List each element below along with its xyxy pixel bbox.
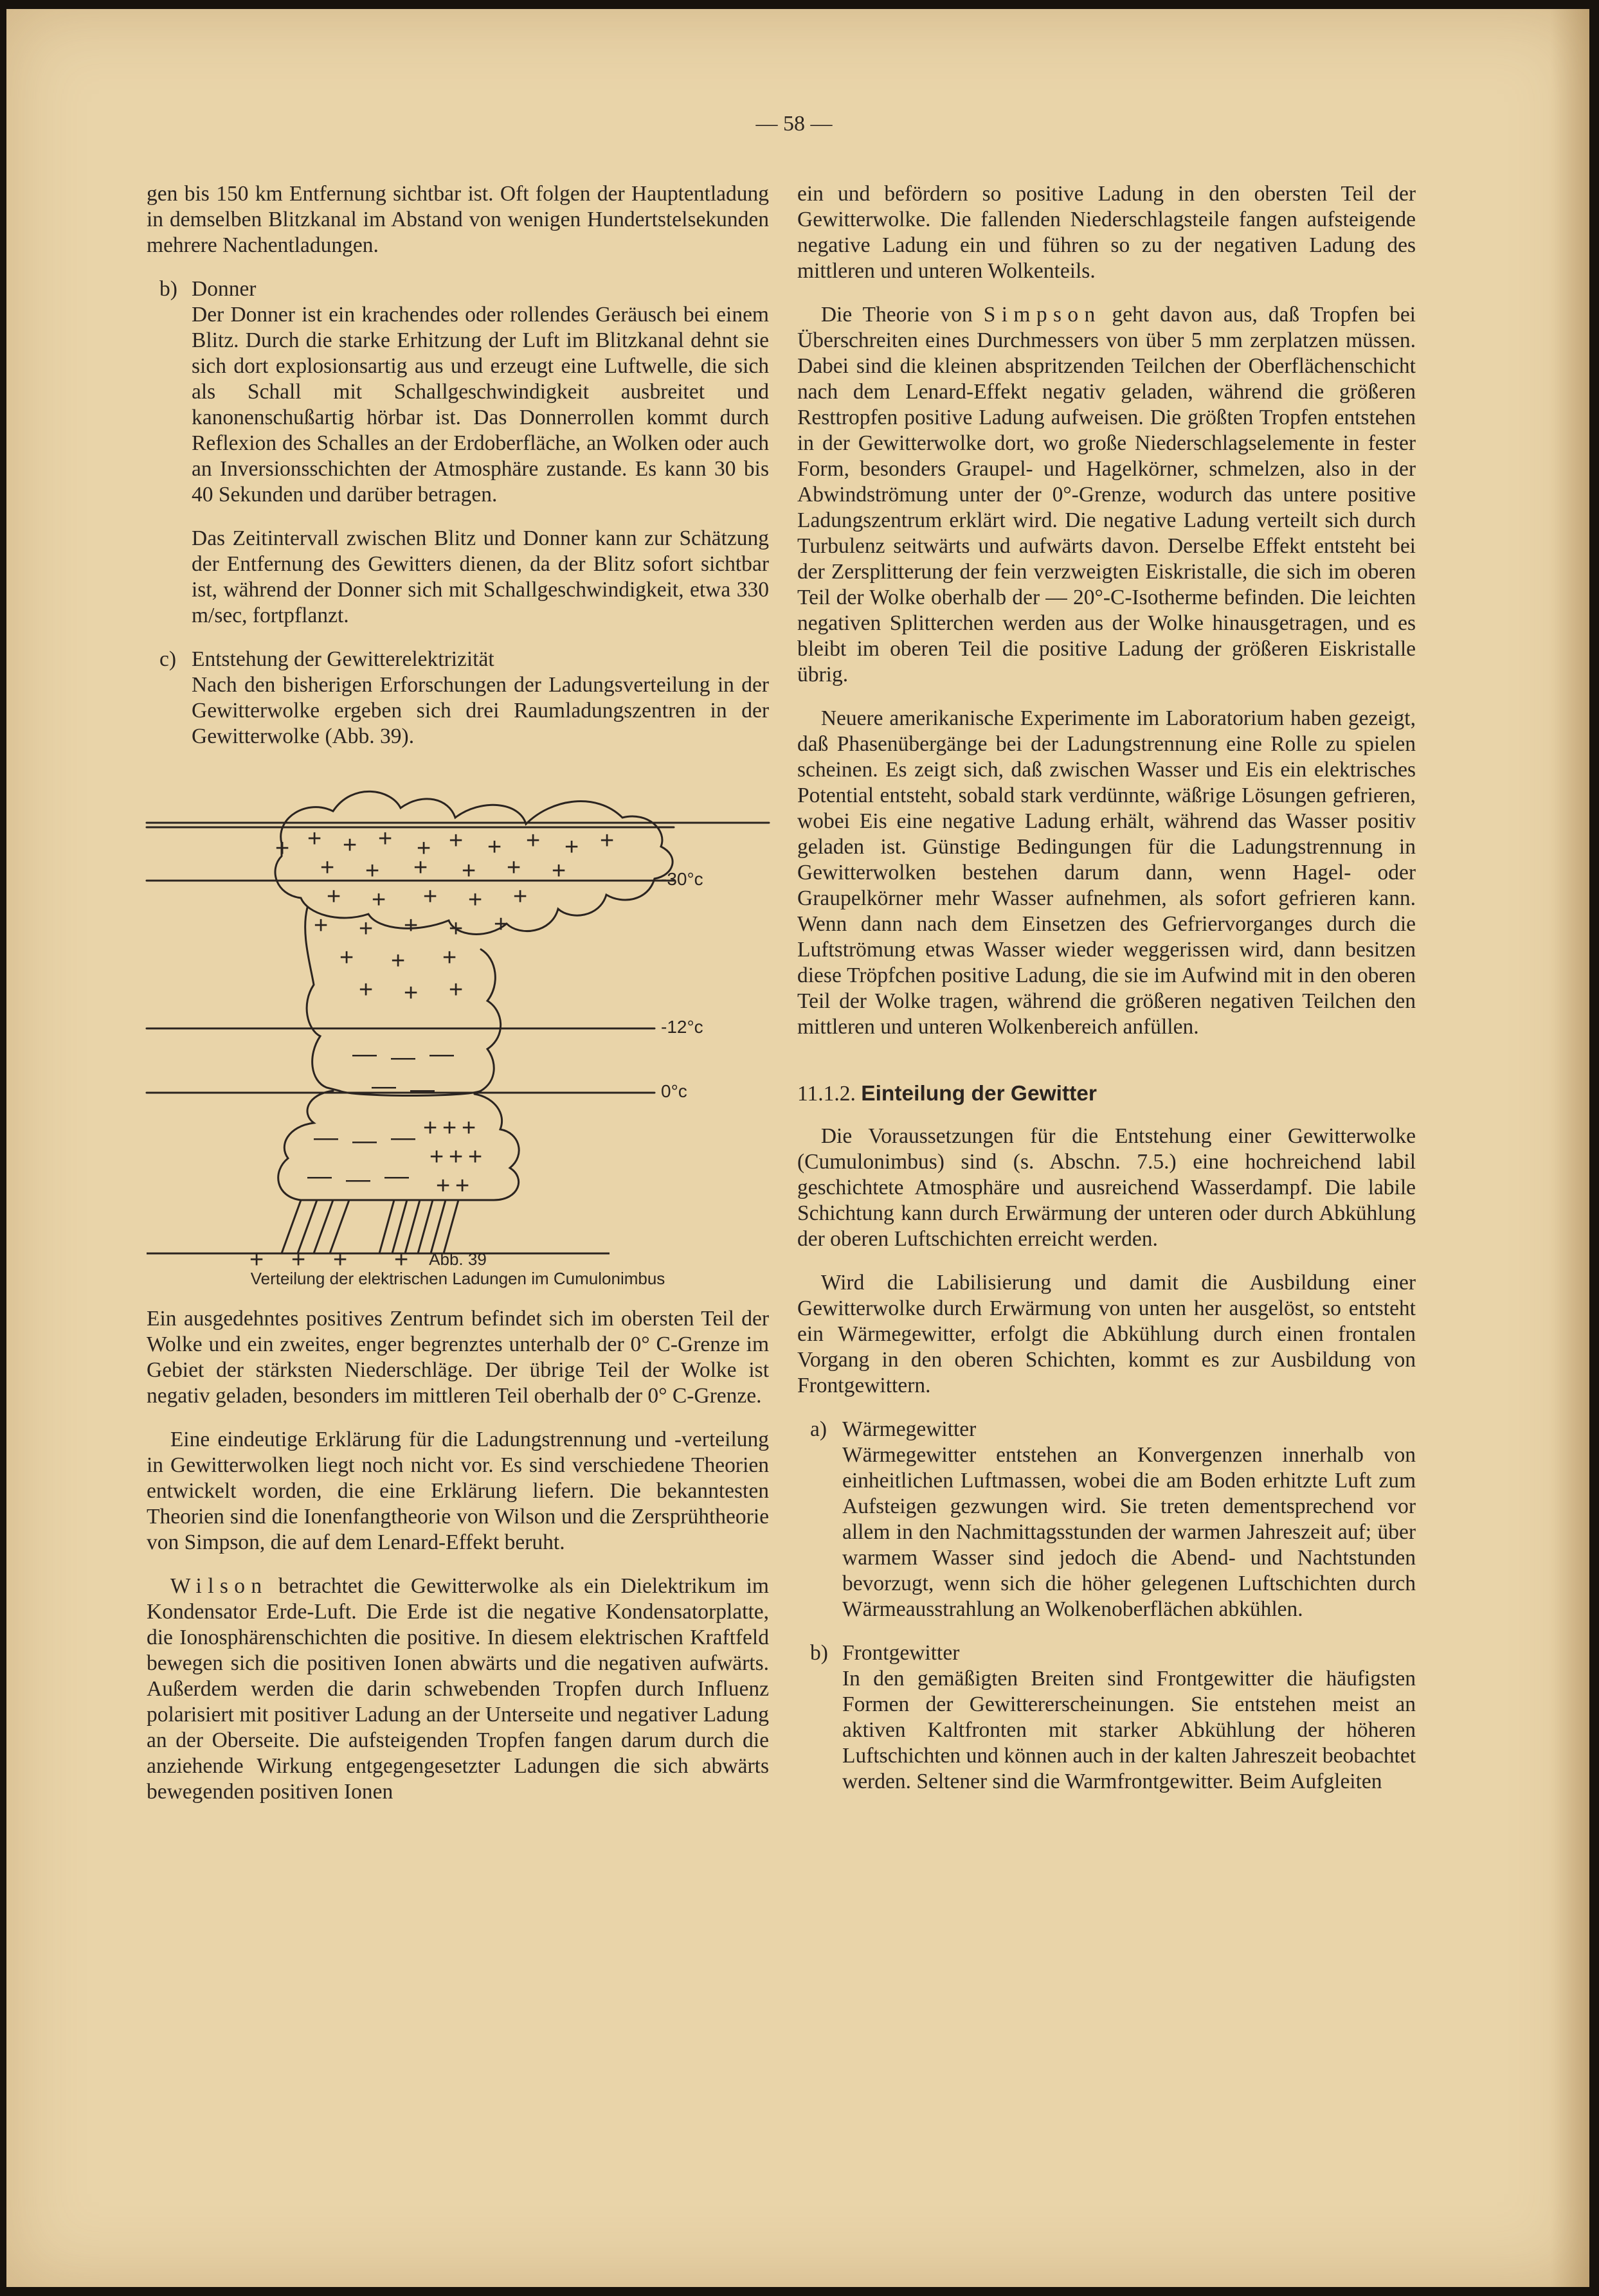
paragraph: Das Zeitintervall zwischen Blitz und Donner kann zur Schätzung der Entfernung des Gewitters dienen, da der Blitz sofort sichtbar ist, während der Donner sich mit Schallgeschwindigkeit, etwa 330 m/sec, fortpflanzt. — [192, 526, 769, 627]
svg-text:—: — — [346, 1166, 370, 1193]
svg-text:+: + — [359, 976, 374, 1003]
figure-abb-39 — [147, 773, 769, 1288]
page-number: — 58 — — [755, 112, 833, 136]
svg-text:—: — — [410, 1076, 435, 1103]
paragraph: Wärmegewitter entstehen an Konvergenzen innerhalb von einheitlichen Luftmassen, wobei die am Boden erhitzte Luft zum Aufsteigen gezwungen wird. Sie treten dementsprechend vor allem in den Nachmittagsstunden der warmen Jahreszeit auf; über warmem Wasser sind jedoch die Abend- und Nachtstunden bevorzugt, wenn sich die höher gelegenen Luftschichten durch Wärmeausstrahlung an Wolkenoberflächen abkühlen. — [842, 1443, 1416, 1621]
svg-text:+: + — [343, 832, 357, 859]
svg-text:—: — — [314, 1124, 338, 1151]
svg-text:+: + — [449, 1144, 464, 1170]
list-marker: b) — [159, 277, 177, 301]
svg-text:—: — — [307, 1163, 332, 1190]
svg-text:+: + — [462, 1115, 476, 1142]
name-wilson: Wilson — [170, 1574, 268, 1598]
svg-text:—: — — [429, 1041, 454, 1068]
page-edge-shadow — [1551, 9, 1589, 2287]
paragraph: ein und befördern so positive Ladung in den obersten Teil der Gewitterwolke. Die fallenden Niederschlagsteile fangen aufsteigende negative Ladung ein und führen so zu der negativen Ladung des mittleren und unteren Wolkenteils. — [797, 182, 1416, 283]
svg-text:—: — — [372, 1073, 396, 1100]
list-label: Wärmegewitter — [842, 1417, 977, 1441]
paragraph-wilson — [147, 1574, 769, 1805]
svg-text:+: + — [423, 1115, 438, 1142]
paragraph: Eine eindeutige Erklärung für die Ladungstrennung und -verteilung in Gewitterwolken liegt noch nicht vor. Es sind verschiedene Theorien entwickelt worden, die eine Erklärung liefern. Die bekanntesten Theorien sind die Ionenfangtheorie von Wilson und die Zersprühtheorie von Simpson, die auf dem Lenard-Effekt beruht. — [147, 1428, 769, 1554]
svg-text:+: + — [600, 827, 615, 854]
list-item-donner — [147, 276, 769, 629]
label-minus-30: -30°c — [661, 869, 703, 889]
name-simpson: Simpson — [983, 303, 1101, 327]
svg-text:+: + — [391, 947, 406, 974]
svg-text:+: + — [455, 1172, 470, 1199]
paragraph: Neuere amerikanische Experimente im Laboratorium haben gezeigt, daß Phasenübergänge bei der Ladungstrennung eine Rolle zu spielen scheinen. Es zeigt sich, daß zwischen Wasser und Eis ein elektrisches Potential entsteht, sobald stark verdünnte, wäßrige Lösungen gefrieren, wobei Eis eine negative Ladung erhält, während das Wasser positiv geladen ist. Günstige Bedingungen für die Ladungstrennung in Gewitterwolken bestehen darum dann, wenn Hagel- oder Graupelkörner mehr Wasser aufnehmen, als sofort gefrieren kann. Wenn dann nach dem Einsetzen des Gefriervorganges durch die Luftströmung etwas Wasser wieder weggerissen wird, dann besitzen diese Tröpfchen positive Ladung, die sie im Aufwind mit in den oberen Teil der Wolke tragen, während die größeren negativen Teilchen den mittleren und unteren Wolkenbereich anfüllen. — [797, 706, 1416, 1039]
list-marker: a) — [810, 1417, 827, 1441]
paragraph-text: betrachtet die Gewitterwolke als ein Dielektrikum im Kondensator Erde-Luft. Die Erde ist die negative Kondensatorplatte, die Ionosphärenschichten die positive. In diesem elektrischen Kraftfeld bewegen sich die positiven Ionen abwärts und die negativen aufwärts. Außerdem werden die darin schwebenden Tropfen durch Influenz polarisiert mit positiver Ladung an der Unterseite und negativer Ladung an der Oberseite. Die aufsteigenden Tropfen fangen darum durch die anziehende Wirkung entgegengesetzter Ladungen die sich abwärts bewegenden positiven Ionen — [147, 1574, 769, 1804]
heading-title: Einteilung der Gewitter — [861, 1082, 1097, 1106]
svg-text:+: + — [494, 911, 509, 938]
svg-text:+: + — [442, 944, 457, 971]
svg-text:+: + — [442, 1115, 457, 1142]
svg-text:+: + — [417, 835, 431, 862]
list-marker: b) — [810, 1641, 828, 1665]
scanned-page — [6, 9, 1589, 2287]
svg-text:+: + — [339, 944, 354, 971]
list-item-gewitterelektrizitaet — [147, 647, 769, 749]
list-item-waermegewitter — [797, 1417, 1416, 1622]
svg-text:—: — — [384, 1163, 409, 1190]
paragraph: gen bis 150 km Entfernung sichtbar ist. Oft folgen der Hauptentladung in demselben Blitzkanal im Abstand von wenigen Hundertstelsekunden mehrere Nachentladungen. — [147, 182, 769, 257]
list-label: Donner — [192, 277, 257, 301]
svg-text:+: + — [449, 827, 464, 854]
svg-text:+: + — [307, 825, 322, 852]
paragraph: Der Donner ist ein krachendes oder rollendes Geräusch bei einem Blitz. Durch die starke Erhitzung der Luft im Blitzkanal dehnt sie sich dort explosionsartig aus und erzeugt eine Luftwelle, die sich als Schall mit Schallgeschwindigkeit ausbreitet und kanonenschußartig hörbar ist. Das Donnerrollen kommt durch Reflexion des Schalles an der Erdoberfläche, an Wolken oder auch an Inversionsschichten der Atmosphäre zustande. Es kann 30 bis 40 Sekunden und darüber betragen. — [192, 303, 769, 507]
svg-text:+: + — [436, 1172, 451, 1199]
paragraph-simpson — [797, 302, 1416, 688]
svg-text:+: + — [320, 854, 335, 881]
svg-text:+: + — [378, 825, 393, 852]
svg-text:+: + — [365, 857, 380, 884]
svg-text:+: + — [423, 883, 438, 910]
svg-text:+: + — [462, 857, 476, 884]
svg-text:+: + — [429, 1144, 444, 1170]
svg-text:+: + — [413, 854, 428, 881]
svg-text:+: + — [404, 980, 419, 1007]
list-marker: c) — [159, 647, 177, 671]
figure-caption-text: Verteilung der elektrischen Ladungen im Cumulonimbus — [250, 1269, 665, 1288]
svg-text:+: + — [372, 886, 386, 913]
svg-text:+: + — [249, 1246, 264, 1273]
heading-number: 11.1.2. — [797, 1082, 856, 1106]
list-label: Entstehung der Gewitterelektrizität — [192, 647, 494, 671]
svg-text:+: + — [513, 883, 528, 910]
right-column — [797, 181, 1416, 1813]
svg-text:+: + — [507, 854, 521, 881]
svg-text:+: + — [394, 1246, 409, 1273]
label-zero: 0°c — [661, 1081, 687, 1101]
svg-text:+: + — [468, 1144, 483, 1170]
svg-text:+: + — [449, 915, 464, 942]
svg-text:+: + — [359, 915, 374, 942]
svg-text:+: + — [291, 1246, 306, 1273]
paragraph: Nach den bisherigen Erforschungen der Ladungsverteilung in der Gewitterwolke ergeben sich drei Raumladungszentren in der Gewitterwolke (Abb. 39). — [192, 673, 769, 748]
svg-text:+: + — [526, 827, 541, 854]
paragraph: In den gemäßigten Breiten sind Frontgewitter die häufigsten Formen der Gewittererscheinungen. Sie entstehen meist an aktiven Kaltfronten mit starker Abkühlung der höheren Luftschichten und können auch in der kalten Jahreszeit beobachtet werden. Seltener sind die Warmfrontgewitter. Beim Aufgleiten — [842, 1667, 1416, 1793]
paragraph: Die Voraussetzungen für die Entstehung einer Gewitterwolke (Cumulonimbus) sind (s. Abschn. 7.5.) eine hochreichend labil geschichtete Atmosphäre und ausreichend Wasserdampf. Die labile Schichtung kann durch Erwärmung der unteren oder durch Abkühlung der oberen Luftschichten erreicht werden. — [797, 1124, 1416, 1251]
section-heading — [797, 1081, 1416, 1107]
svg-text:+: + — [468, 886, 483, 913]
paragraph: Wird die Labilisierung und damit die Ausbildung einer Gewitterwolke durch Erwärmung von unten her ausgelöst, so entsteht ein Wärmegewitter, erfolgt die Abkühlung durch einen frontalen Vorgang in den oberen Schichten, kommt es zur Ausbildung von Frontgewittern. — [797, 1271, 1416, 1397]
paragraph-text: geht davon aus, daß Tropfen bei Überschreiten eines Durchmessers von über 5 mm zerplatzen müssen. Dabei sind die kleinen abspritzenden Teilchen der Oberflächenschicht nach dem Lenard-Effekt negativ geladen, während die größeren Resttropfen positive Ladung aufweisen. Die größten Tropfen entstehen in der Gewitterwolke dort, wo große Niederschlagselemente in fester Form, besonders Graupel- und Hagelkörner, schmelzen, also in der Abwindströmung unter der 0°-Grenze, wodurch das untere positive Ladungszentrum erklärt wird. Die negative Ladung verteilt sich durch Turbulenz seitwärts und aufwärts davon. Derselbe Effekt entsteht bei der Zersplitterung der fein verzweigten Eiskristalle, die sich im oberen Teil der Wolke oberhalb der — 20°-C-Isotherme befinden. Die leichten negativen Splitterchen werden aus der Wolke hinausgetragen, und es bleibt im oberen Teil die positive Ladung der größeren Eiskristalle übrig. — [797, 303, 1416, 686]
svg-text:+: + — [565, 834, 579, 861]
svg-text:+: + — [552, 857, 566, 884]
paragraph-text: Die Theorie von — [820, 303, 984, 327]
paragraph: Ein ausgedehntes positives Zentrum befindet sich im obersten Teil der Wolke und ein zweites, enger begrenztes unterhalb der 0° C-Grenze im Gebiet der stärksten Niederschläge. Der übrige Teil der Wolke ist negativ geladen, besonders im mittleren Teil oberhalb der 0° C-Grenze. — [147, 1307, 769, 1408]
left-column — [147, 181, 769, 1823]
label-minus-12: -12°c — [661, 1017, 703, 1037]
svg-text:—: — — [391, 1124, 415, 1151]
figure-caption — [147, 1250, 769, 1288]
figure-number: Abb. 39 — [429, 1250, 487, 1269]
svg-text:—: — — [352, 1041, 377, 1068]
svg-text:+: + — [327, 883, 341, 910]
svg-text:—: — — [391, 1044, 415, 1071]
list-label: Frontgewitter — [842, 1641, 960, 1665]
svg-text:—: — — [352, 1127, 377, 1154]
svg-text:+: + — [314, 912, 329, 939]
svg-text:+: + — [333, 1246, 348, 1273]
list-item-frontgewitter — [797, 1640, 1416, 1795]
svg-text:+: + — [487, 834, 502, 861]
svg-text:+: + — [449, 976, 464, 1003]
svg-text:+: + — [404, 912, 419, 939]
svg-text:+: + — [275, 835, 290, 862]
